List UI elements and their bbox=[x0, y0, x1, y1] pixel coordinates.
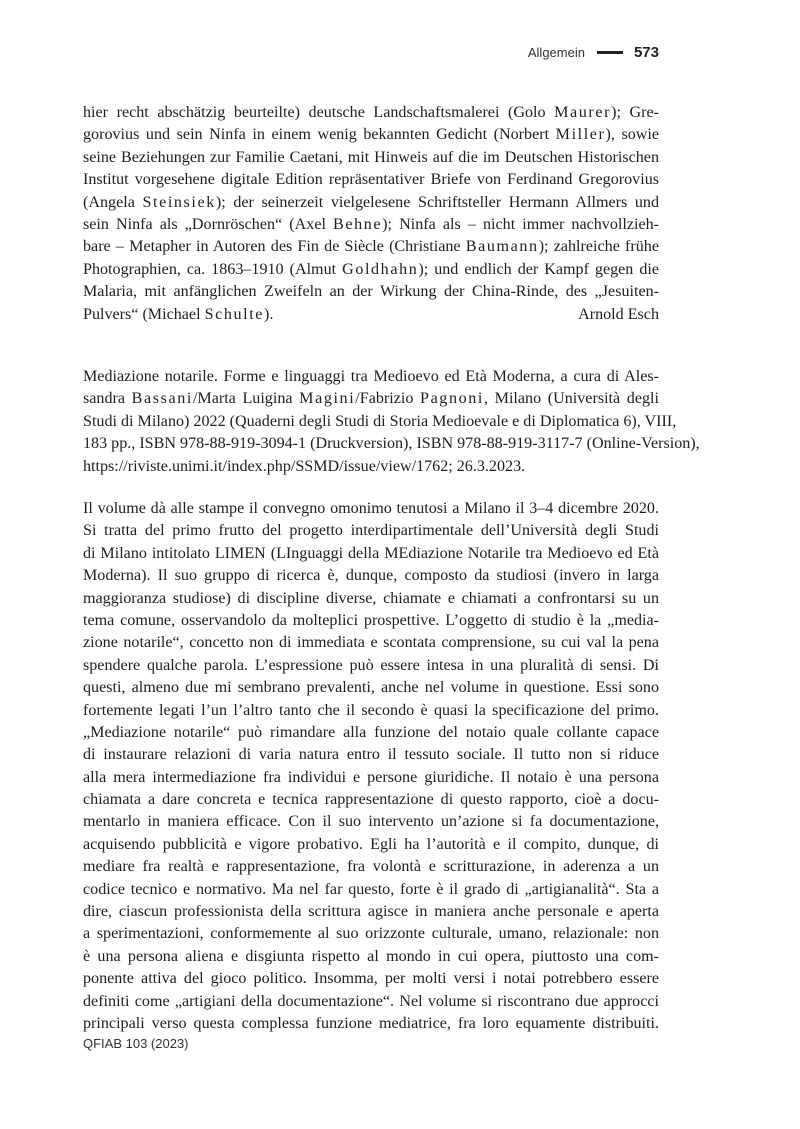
text-line bbox=[83, 520, 659, 542]
review-end-last-line bbox=[83, 304, 659, 326]
text-run: ); Gre- bbox=[611, 104, 659, 121]
text-line bbox=[83, 632, 659, 654]
text-run: ). bbox=[264, 305, 274, 323]
author-name: Steinsiek bbox=[142, 193, 216, 211]
text-line bbox=[83, 946, 659, 968]
text-run: hier recht abschätzig beurteilte) deutsche Landschaftsmalerei (Golo bbox=[83, 104, 555, 121]
text-run: è una persona aliena e disgiunta rispetto al mondo in cui opera, piuttosto una com- bbox=[83, 947, 659, 965]
text-run: sandra bbox=[83, 390, 132, 408]
review-body bbox=[83, 498, 659, 1035]
text-run: Mediazione notarile. Forme e linguaggi tra Medioevo ed Età Moderna, a cura di Ales- bbox=[83, 368, 659, 385]
text-run: , Milano (Università degli bbox=[483, 390, 659, 408]
text-run: definiti come „artigiani della documentazione“. Nel volume si riscontrano due approcci bbox=[83, 992, 659, 1010]
review-body-lines bbox=[83, 498, 659, 1035]
text-run: a sperimentazioni, conformemente al suo orizzonte culturale, umano, relazionale: non bbox=[83, 925, 659, 943]
text-run: zione notarile“, concetto non di immediata e scontata comprensione, su cui val la pena bbox=[83, 634, 659, 652]
text-run: Studi di Milano) 2022 (Quaderni degli Studi di Storia Medioevale e di Diplomatica 6), VIII, bbox=[83, 412, 677, 430]
text-line bbox=[83, 923, 659, 945]
text-run: mediare fra realtà e rappresentazione, fra volontà e scritturazione, in aderenza a un bbox=[83, 858, 659, 876]
text-run: codice tecnico e normativo. Ma nel far questo, forte è il grado di „artigianalità“. Sta a bbox=[83, 880, 659, 898]
text-line bbox=[83, 236, 659, 258]
book-entry-lines bbox=[83, 366, 700, 456]
text-run: mentarlo in maniera efficace. Con il suo intervento un’azione si fa documentazione, bbox=[83, 813, 659, 831]
review-end-paragraph bbox=[83, 102, 659, 326]
text-line bbox=[83, 655, 659, 677]
text-line bbox=[83, 498, 659, 520]
text-line bbox=[83, 834, 659, 856]
text-line bbox=[83, 744, 659, 766]
text-line bbox=[83, 901, 659, 923]
text-run: https://riviste.unimi.it/index.php/SSMD/issue/view/1762; 26.3.2023. bbox=[83, 457, 526, 475]
text-run: ); zahlreiche frühe bbox=[538, 238, 659, 256]
reviewer-name: Arnold Esch bbox=[578, 305, 659, 323]
review-end-last-text bbox=[83, 304, 273, 326]
section-title: Allgemein bbox=[527, 45, 585, 60]
text-run: seine Beziehungen zur Familie Caetani, mit Hinweis auf die im Deutschen Historischen bbox=[83, 148, 659, 166]
text-run: spendere qualche parola. L’espressione può essere intesa in una pluralità di sensi. Di bbox=[83, 656, 659, 674]
text-line bbox=[83, 968, 659, 990]
text-run: maggioranza studiose) di discipline diverse, chiamate e chiamati a confrontarsi su un bbox=[83, 589, 659, 607]
text-run: /Fabrizio bbox=[355, 390, 421, 408]
text-run: „Mediazione notarile“ può rimandare alla funzione del notaio quale collante capace bbox=[83, 723, 659, 741]
text-line bbox=[83, 767, 659, 789]
header-rule bbox=[597, 51, 623, 54]
text-line bbox=[83, 124, 659, 146]
text-line bbox=[83, 565, 659, 587]
author-name: Maurer bbox=[554, 104, 612, 121]
text-line bbox=[83, 789, 659, 811]
text-run: chiamata a dare concreta e tecnica rappresentazione di questo rapporto, cioè a docu- bbox=[83, 791, 659, 809]
journal-footer: QFIAB 103 (2023) bbox=[83, 1036, 189, 1051]
page-number: 573 bbox=[633, 44, 659, 61]
text-run: Moderna). Il suo gruppo di ricerca è, dunque, composto da studiosi (invero in larga bbox=[83, 567, 659, 585]
text-run: dire, ciascun professionista della scrittura agisce in maniera anche personale e aperta bbox=[83, 903, 659, 921]
author-name: Miller bbox=[555, 126, 606, 144]
text-run: fortemente legati l’un l’altro tanto che il secondo è quasi la specificazione del primo. bbox=[83, 701, 659, 719]
text-run: ); Ninfa als – nicht immer nachvollzieh- bbox=[382, 215, 659, 233]
text-line bbox=[83, 991, 659, 1013]
review-end-lines bbox=[83, 102, 659, 304]
text-run: questi, almeno due mi sembrano prevalenti, anche nel volume in questione. Essi sono bbox=[83, 679, 659, 697]
text-line bbox=[83, 722, 659, 744]
book-entry-url bbox=[83, 458, 525, 475]
running-head bbox=[528, 44, 659, 61]
text-run: di Milano intitolato LIMEN (LInguaggi della MEdiazione Notarile tra Medioevo ed Età bbox=[83, 544, 659, 562]
text-line bbox=[83, 610, 659, 632]
text-line bbox=[83, 102, 659, 124]
text-run: ponente attiva del gioco politico. Insomma, per molti versi i notai potrebbero essere bbox=[83, 970, 659, 988]
text-line bbox=[83, 700, 659, 722]
author-name: Behne bbox=[333, 215, 383, 233]
text-run: sein Ninfa als „Dornröschen“ (Axel bbox=[83, 215, 334, 233]
text-run: Si tratta del primo frutto del progetto interdipartimentale dell’Università degli Studi bbox=[83, 522, 659, 540]
text-line bbox=[83, 811, 659, 833]
text-run: bare – Metapher in Autoren des Fin de Siècle (Christiane bbox=[83, 238, 466, 256]
text-line bbox=[83, 433, 700, 455]
text-run: acquisendo pubblicità e vigore probativo. Egli ha l’autorità e il compito, dunque, di bbox=[83, 835, 659, 853]
author-name: Goldhahn bbox=[342, 260, 419, 278]
author-name: Schulte bbox=[204, 305, 265, 323]
text-run: 183 pp., ISBN 978-88-919-3094-1 (Druckversion), ISBN 978-88-919-3117-7 (Online-Version), bbox=[83, 435, 700, 453]
text-run: ); der seinerzeit vielgelesene Schriftsteller Hermann Allmers und bbox=[215, 193, 659, 211]
text-run: (Angela bbox=[83, 193, 143, 211]
text-line bbox=[83, 879, 659, 901]
text-line bbox=[83, 259, 659, 281]
text-run: ), sowie bbox=[605, 126, 660, 144]
text-line bbox=[83, 366, 659, 388]
author-name: Baumann bbox=[465, 238, 539, 256]
text-line bbox=[83, 588, 659, 610]
text-run: principali verso questa complessa funzione mediatrice, fra loro equamente distribuiti. bbox=[83, 1014, 659, 1032]
author-name: Pagnoni bbox=[420, 390, 484, 408]
text-run: tema comune, osservandolo da molteplici prospettive. L’oggetto di studio è la „media- bbox=[83, 611, 659, 629]
text-line bbox=[83, 677, 659, 699]
text-run: Photographien, ca. 1863–1910 (Almut bbox=[83, 260, 343, 278]
text-line bbox=[83, 214, 659, 236]
text-run: alla mera intermediazione fra individui e persone giuridiche. Il notaio è una persona bbox=[83, 768, 659, 786]
text-line bbox=[83, 411, 677, 433]
text-run: Institut vorgesehene digitale Edition repräsentativer Briefe von Ferdinand Gregorovius bbox=[83, 171, 659, 189]
text-line bbox=[83, 169, 659, 191]
text-run: /Marta Luigina bbox=[192, 390, 300, 408]
book-entry-last-line bbox=[83, 456, 659, 478]
text-run: Pulvers“ (Michael bbox=[83, 305, 205, 323]
text-line bbox=[83, 856, 659, 878]
text-run: ); und endlich der Kampf gegen die bbox=[418, 260, 659, 278]
text-line bbox=[83, 1013, 659, 1035]
author-name: Magini bbox=[299, 390, 356, 408]
text-line bbox=[83, 147, 659, 169]
book-entry bbox=[83, 366, 700, 478]
text-line bbox=[83, 388, 659, 410]
text-run: Il volume dà alle stampe il convegno omonimo tenutosi a Milano il 3–4 dicembre 2020. bbox=[83, 500, 659, 517]
text-run: Malaria, mit anfänglichen Zweifeln an der Wirkung der China-Rinde, des „Jesuiten- bbox=[83, 283, 659, 301]
text-line bbox=[83, 543, 659, 565]
author-name: Bassani bbox=[131, 390, 193, 408]
text-line bbox=[83, 192, 659, 214]
text-line bbox=[83, 281, 659, 303]
text-run: gorovius und sein Ninfa in einem wenig bekannten Gedicht (Norbert bbox=[83, 126, 556, 144]
text-run: di instaurare relazioni di varia natura entro il tessuto sociale. Il tutto non si riduce bbox=[83, 746, 659, 764]
